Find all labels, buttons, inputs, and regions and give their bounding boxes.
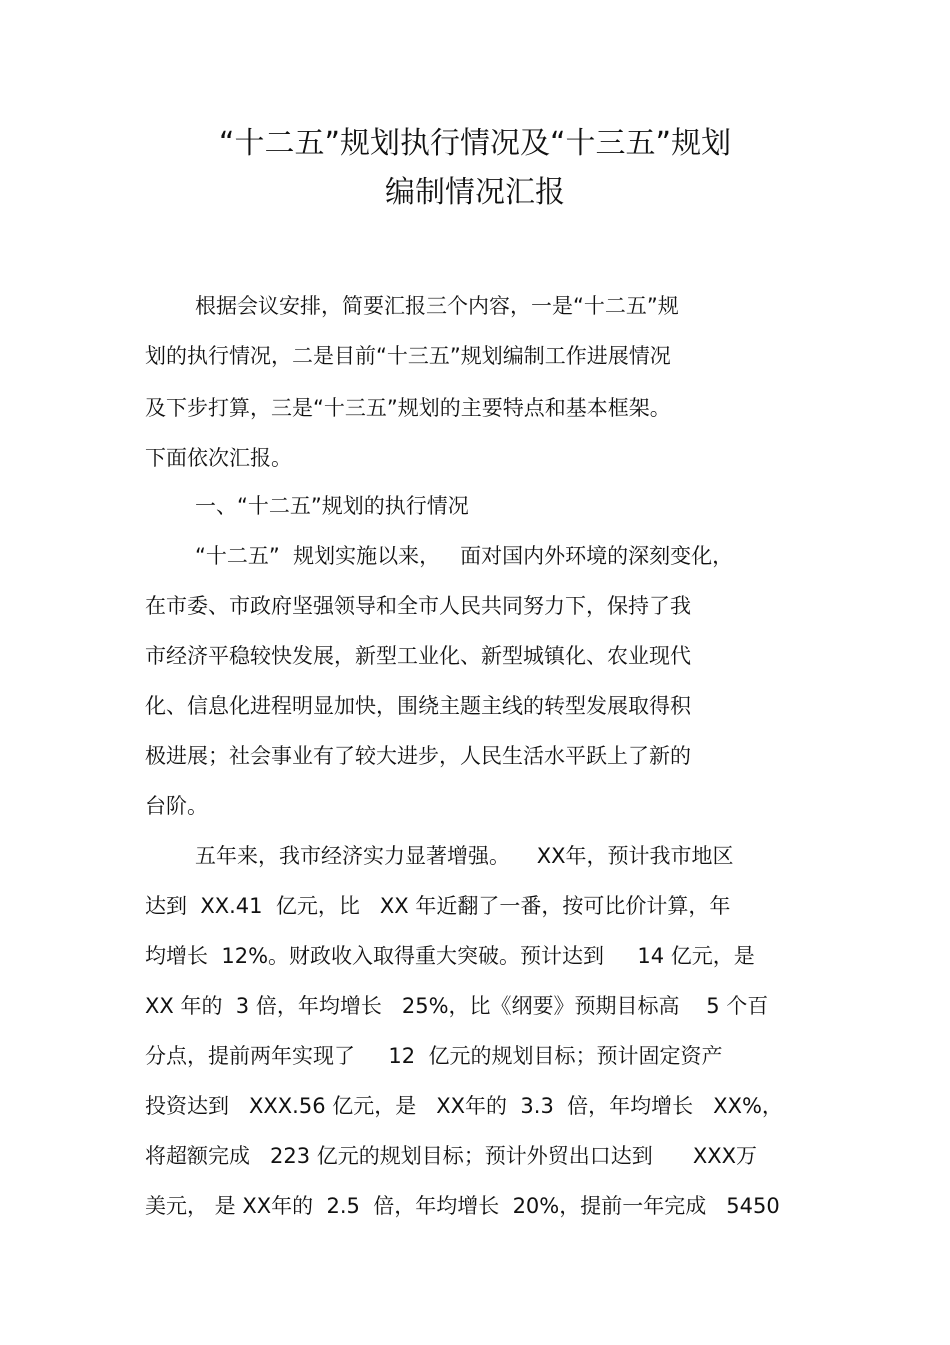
paragraph-line: 将超额完成 223 亿元的规划目标；预计外贸出口达到 XXX万 bbox=[145, 1144, 757, 1168]
paragraph-line: 美元， 是 XX年的 2.5 倍，年均增长 20%，提前一年完成 5450 bbox=[145, 1194, 780, 1218]
section-heading: 一、“十二五”规划的执行情况 bbox=[195, 494, 469, 518]
paragraph-line: 市经济平稳较快发展，新型工业化、新型城镇化、农业现代 bbox=[145, 644, 691, 668]
paragraph-line: 五年来，我市经济实力显著增强。 XX年，预计我市地区 bbox=[195, 844, 734, 868]
paragraph-line: 达到 XX.41 亿元，比 XX 年近翻了一番，按可比价计算，年 bbox=[145, 894, 731, 918]
paragraph-line: 在市委、市政府坚强领导和全市人民共同努力下，保持了我 bbox=[145, 594, 691, 618]
paragraph-line: 划的执行情况，二是目前“十三五”规划编制工作进展情况 bbox=[145, 344, 671, 368]
paragraph-line: 下面依次汇报。 bbox=[145, 446, 292, 470]
paragraph-line: 投资达到 XXX.56 亿元，是 XX年的 3.3 倍，年均增长 XX%， bbox=[145, 1094, 783, 1118]
paragraph-line: XX 年的 3 倍，年均增长 25%，比《纲要》预期目标高 5 个百 bbox=[145, 994, 769, 1018]
document-title-line-1: “十二五”规划执行情况及“十三五”规划 bbox=[218, 126, 732, 161]
paragraph-line: 化、信息化进程明显加快，围绕主题主线的转型发展取得积 bbox=[145, 694, 691, 718]
paragraph-line: 根据会议安排，简要汇报三个内容，一是“十二五”规 bbox=[195, 294, 679, 318]
paragraph-line: 极进展；社会事业有了较大进步，人民生活水平跃上了新的 bbox=[145, 744, 691, 768]
paragraph-line: 均增长 12%。财政收入取得重大突破。预计达到 14 亿元，是 bbox=[145, 944, 755, 968]
paragraph-line: 及下步打算，三是“十三五”规划的主要特点和基本框架。 bbox=[145, 396, 671, 420]
paragraph-line: “十二五” 规划实施以来， 面对国内外环境的深刻变化， bbox=[195, 544, 734, 568]
document-title-line-2: 编制情况汇报 bbox=[385, 175, 565, 210]
paragraph-line: 台阶。 bbox=[145, 794, 208, 818]
paragraph-line: 分点，提前两年实现了 12 亿元的规划目标；预计固定资产 bbox=[145, 1044, 723, 1068]
